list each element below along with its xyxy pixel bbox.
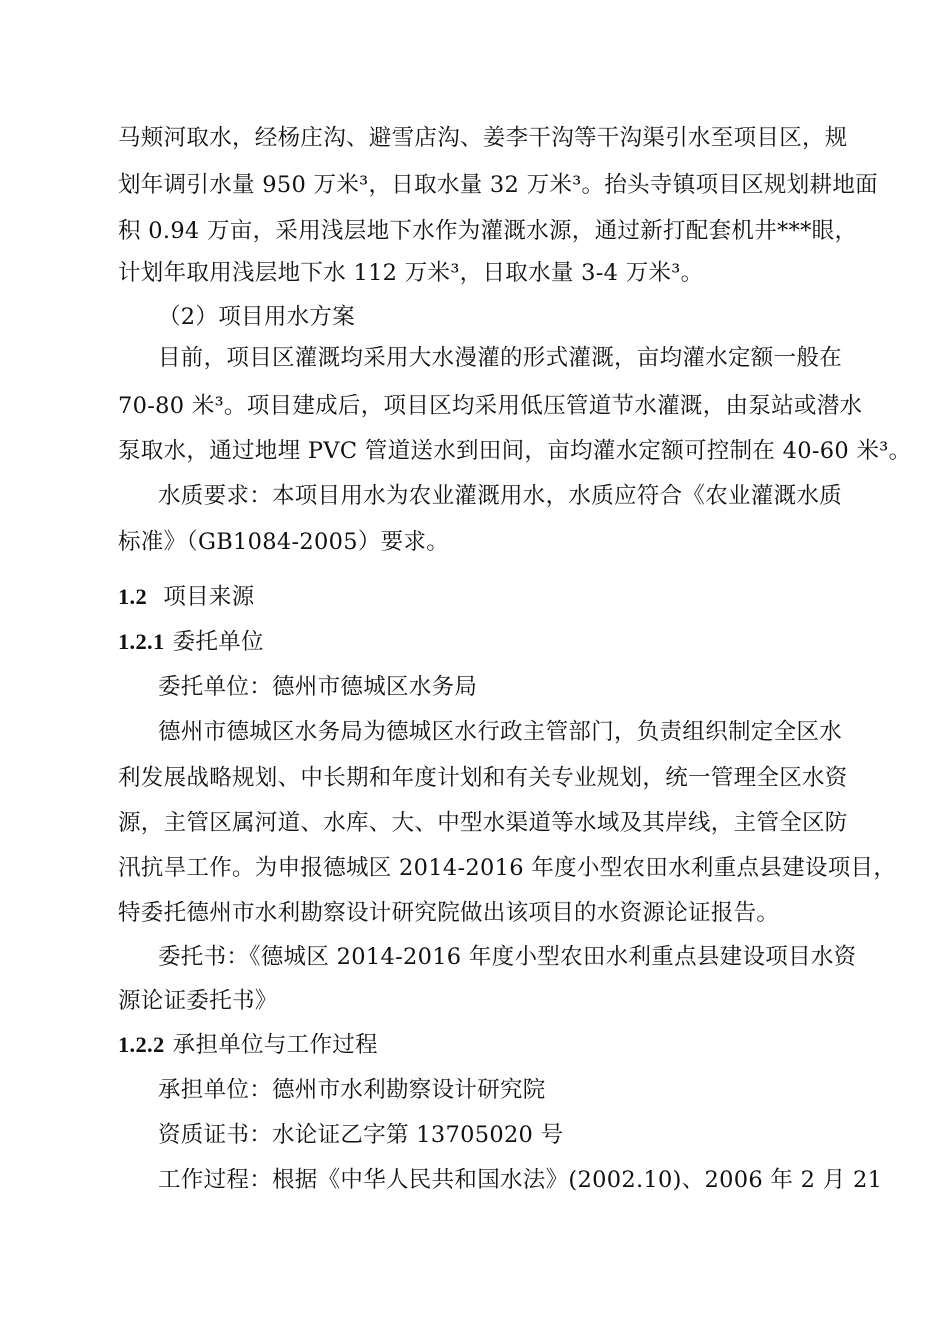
section-title: 承担单位与工作过程 [172, 1032, 378, 1058]
body-line: 汛抗旱工作。为申报德城区 2014-2016 年度小型农田水利重点县建设项目， [118, 855, 897, 881]
body-line: 承担单位：德州市水利勘察设计研究院 [158, 1077, 546, 1103]
body-line: 委托单位：德州市德城区水务局 [158, 674, 478, 700]
body-line: 积 0.94 万亩，采用浅层地下水作为灌溉水源，通过新打配套机井***眼， [118, 218, 858, 244]
body-line: 70-80 米³。项目建成后，项目区均采用低压管道节水灌溉，由泵站或潜水 [118, 393, 863, 419]
body-line: 工作过程：根据《中华人民共和国水法》(2002.10)、2006 年 2 月 21 [158, 1167, 883, 1193]
section-number: 1.2.2 [118, 1032, 165, 1057]
body-line: 德州市德城区水务局为德城区水行政主管部门，负责组织制定全区水 [158, 719, 843, 745]
body-line: 计划年取用浅层地下水 112 万米³，日取水量 3-4 万米³。 [118, 260, 704, 286]
body-line: 马颊河取水，经杨庄沟、避雪店沟、姜李干沟等干沟渠引水至项目区，规 [118, 125, 848, 151]
section-number: 1.2 [118, 584, 148, 609]
body-line: 目前，项目区灌溉均采用大水漫灌的形式灌溉，亩均灌水定额一般在 [158, 345, 843, 371]
section-heading [118, 582, 834, 612]
body-line: 划年调引水量 950 万米³，日取水量 32 万米³。抬头寺镇项目区规划耕地面 [118, 172, 878, 198]
body-line: 水质要求：本项目用水为农业灌溉用水，水质应符合《农业灌溉水质 [158, 483, 843, 509]
body-line: 泵取水，通过地埋 PVC 管道送水到田间，亩均灌水定额可控制在 40-60 米³。 [118, 438, 912, 464]
body-line: 源，主管区属河道、水库、大、中型水渠道等水域及其岸线，主管全区防 [118, 810, 848, 836]
section-number: 1.2.1 [118, 629, 165, 654]
subsection-heading [118, 627, 834, 657]
section-title: 项目来源 [163, 584, 255, 610]
body-line: 利发展战略规划、中长期和年度计划和有关专业规划，统一管理全区水资 [118, 765, 848, 791]
subsection-heading [118, 1030, 834, 1060]
body-line: 特委托德州市水利勘察设计研究院做出该项目的水资源论证报告。 [118, 900, 780, 926]
body-line: 标准》（GB1084-2005）要求。 [118, 529, 450, 555]
subheading: （2）项目用水方案 [158, 304, 356, 330]
body-line: 源论证委托书》 [118, 988, 278, 1014]
body-line: 委托书：《德城区 2014-2016 年度小型农田水利重点县建设项目水资 [158, 944, 857, 970]
body-line: 资质证书：水论证乙字第 13705020 号 [158, 1122, 564, 1148]
section-title: 委托单位 [172, 629, 264, 655]
